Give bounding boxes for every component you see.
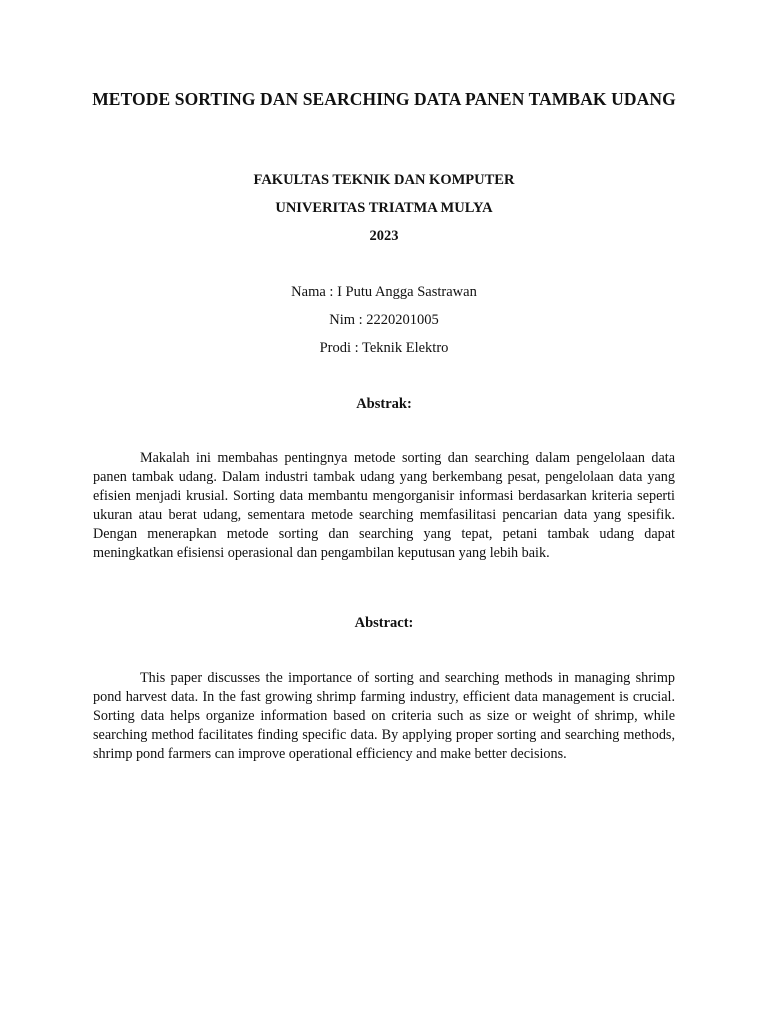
author-name: Nama : I Putu Angga Sastrawan <box>291 284 477 300</box>
university-name: UNIVERITAS TRIATMA MULYA <box>275 200 493 216</box>
document-title: METODE SORTING DAN SEARCHING DATA PANEN TAMBAK UDANG <box>92 89 676 109</box>
publication-year: 2023 <box>369 228 399 244</box>
author-nim: Nim : 2220201005 <box>329 312 439 328</box>
abstract-heading: Abstract: <box>354 615 414 631</box>
abstrak-heading: Abstrak: <box>356 396 412 412</box>
abstrak-paragraph: Makalah ini membahas pentingnya metode sorting dan searching dalam pengelolaan data panen tambak udang. Dalam industri tambak udang yang berkembang pesat, pengelolaan data yang efisien menjadi krusial. Sorting data membantu mengorganisir informasi berdasarkan kriteria seperti ukuran atau berat udang, sementara metode searching memfasilitasi pencarian data yang spesifik. Dengan menerapkan metode sorting dan searching yang tepat, petani tambak udang dapat meningkatkan efisiensi operasional dan pengambilan keputusan yang lebih baik. <box>93 450 675 561</box>
author-prodi: Prodi : Teknik Elektro <box>319 340 449 356</box>
abstract-paragraph: This paper discusses the importance of sorting and searching methods in managing shrimp pond harvest data. In the fast growing shrimp farming industry, efficient data management is crucial. Sorting data helps organize information based on criteria such as size or weight of shrimp, while searching method facilitates finding specific data. By applying proper sorting and searching methods, shrimp pond farmers can improve operational efficiency and make better decisions. <box>93 670 675 762</box>
faculty-name: FAKULTAS TEKNIK DAN KOMPUTER <box>253 172 515 188</box>
